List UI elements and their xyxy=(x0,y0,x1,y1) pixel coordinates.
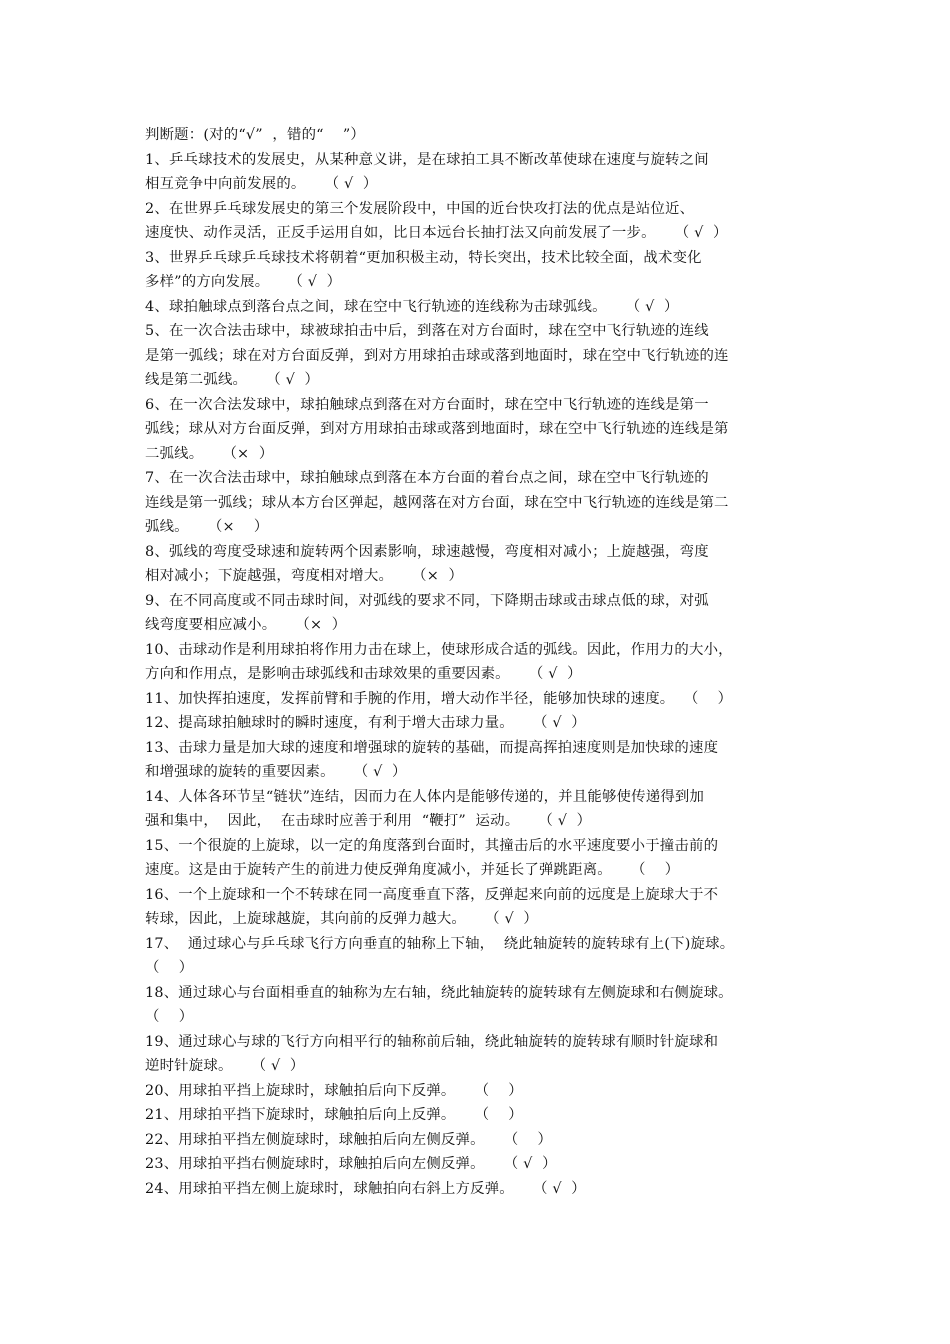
text-line: 13、击球力量是加大球的速度和增强球的旋转的基础，而提高挥拍速度则是加快球的速度 xyxy=(145,739,719,756)
text-line: 1、乒乓球技术的发展史，从某种意义讲，是在球拍工具不断改革使球在速度与旋转之间 xyxy=(145,151,709,168)
text-line: 23、用球拍平挡右侧旋球时，球触拍后向左侧反弹。 （ √ ） xyxy=(145,1156,557,1172)
text-line: 转球，因此，上旋球越旋，其向前的反弹力越大。 （ √ ） xyxy=(145,911,538,927)
text-line: 弧线。 （× ） xyxy=(145,519,269,535)
text-line: 20、用球拍平挡上旋球时，球触拍后向下反弹。 （ ） xyxy=(145,1082,523,1099)
text-line: 连线是第一弧线；球从本方台区弹起，越网落在对方台面，球在空中飞行轨迹的连线是第二 xyxy=(145,494,729,511)
text-line: 11、加快挥拍速度，发挥前臂和手腕的作用，增大动作半径，能够加快球的速度。 （ ） xyxy=(145,690,733,707)
text-line: 21、用球拍平挡下旋球时，球触拍后向上反弹。 （ ） xyxy=(145,1107,523,1123)
text-line: 强和集中， 因此， 在击球时应善于利用 “鞭打” 运动。 （ √ ） xyxy=(145,813,592,829)
text-line: 14、人体各环节呈“链状”连结，因而力在人体内是能够传递的，并且能够使传递得到加 xyxy=(145,788,705,805)
text-line: 线弯度要相应减小。 （× ） xyxy=(145,617,347,633)
text-line: （ ） xyxy=(145,1009,194,1025)
text-line: 2、在世界乒乓球发展史的第三个发展阶段中，中国的近台快攻打法的优点是站位近、 xyxy=(145,200,695,217)
text-line: （ ） xyxy=(145,960,194,976)
text-line: 10、击球动作是利用球拍将作用力击在球上，使球形成合适的弧线。因此，作用力的大小， xyxy=(145,641,733,658)
text-line: 12、提高球拍触球时的瞬时速度，有利于增大击球力量。 （ √ ） xyxy=(145,715,586,731)
document-body xyxy=(145,123,810,1226)
text-line: 是第一弧线；球在对方台面反弹，到对方用球拍击球或落到地面时，球在空中飞行轨迹的连 xyxy=(145,347,729,364)
text-line: 7、在一次合法击球中，球拍触球点到落在本方台面的着台点之间，球在空中飞行轨迹的 xyxy=(145,470,709,486)
text-line: 22、用球拍平挡左侧旋球时，球触拍后向左侧反弹。 （ ） xyxy=(145,1131,553,1148)
text-line: 24、用球拍平挡左侧上旋球时，球触拍向右斜上方反弹。 （ √ ） xyxy=(145,1180,586,1197)
text-line: 二弧线。 （× ） xyxy=(145,445,274,462)
text-line: 3、世界乒乓球乒乓球技术将朝着“更加积极主动，特长突出，技术比较全面，战术变化 xyxy=(145,249,702,266)
text-line: 19、通过球心与球的飞行方向相平行的轴称前后轴，绕此轴旋转的旋转球有顺时针旋球和 xyxy=(145,1033,719,1050)
text-line: 4、球拍触球点到落台点之间，球在空中飞行轨迹的连线称为击球弧线。 （ √ ） xyxy=(145,298,679,315)
text-line: 8、弧线的弯度受球速和旋转两个因素影响，球速越慢，弯度相对减小；上旋越强，弯度 xyxy=(145,543,709,560)
text-line: 相对减小；下旋越强，弯度相对增大。 （× ） xyxy=(145,568,464,584)
text-line: 9、在不同高度或不同击球时间，对弧线的要求不同，下降期击球或击球点低的球，对弧 xyxy=(145,592,709,609)
text-line: 17、 通过球心与乒乓球飞行方向垂直的轴称上下轴， 绕此轴旋转的旋转球有上(下)旋球。 xyxy=(145,935,735,952)
text-line: 5、在一次合法击球中，球被球拍击中后，到落在对方台面时，球在空中飞行轨迹的连线 xyxy=(145,323,709,339)
text-line: 方向和作用点，是影响击球弧线和击球效果的重要因素。 （ √ ） xyxy=(145,666,582,682)
text-line: 相互竞争中向前发展的。 （ √ ） xyxy=(145,176,378,192)
text-line: 多样”的方向发展。 （ √ ） xyxy=(145,274,342,290)
text-line xyxy=(145,1201,810,1226)
text-line: 线是第二弧线。 （ √ ） xyxy=(145,372,320,388)
text-line: 15、一个很旋的上旋球，以一定的角度落到台面时，其撞击后的水平速度要小于撞击前的 xyxy=(145,837,719,854)
text-line: 和增强球的旋转的重要因素。 （ √ ） xyxy=(145,764,407,780)
text-line: 16、一个上旋球和一个不转球在同一高度垂直下落，反弹起来向前的远度是上旋球大于不 xyxy=(145,886,719,903)
text-line: 速度。这是由于旋转产生的前进力使反弹角度减小，并延长了弹跳距离。 （ ） xyxy=(145,862,680,878)
text-line: 逆时针旋球。 （ √ ） xyxy=(145,1058,305,1074)
heading-line: 判断题：(对的“√” ，错的“ ”） xyxy=(145,127,365,143)
text-line: 6、在一次合法发球中，球拍触球点到落在对方台面时，球在空中飞行轨迹的连线是第一 xyxy=(145,396,709,413)
text-line: 18、通过球心与台面相垂直的轴称为左右轴，绕此轴旋转的旋转球有左侧旋球和右侧旋球。 xyxy=(145,984,733,1001)
text-line: 速度快、动作灵活，正反手运用自如，比日本远台长抽打法又向前发展了一步。 （ √ ） xyxy=(145,225,728,241)
text-line: 弧线；球从对方台面反弹，到对方用球拍击球或落到地面时，球在空中飞行轨迹的连线是第 xyxy=(145,421,729,437)
